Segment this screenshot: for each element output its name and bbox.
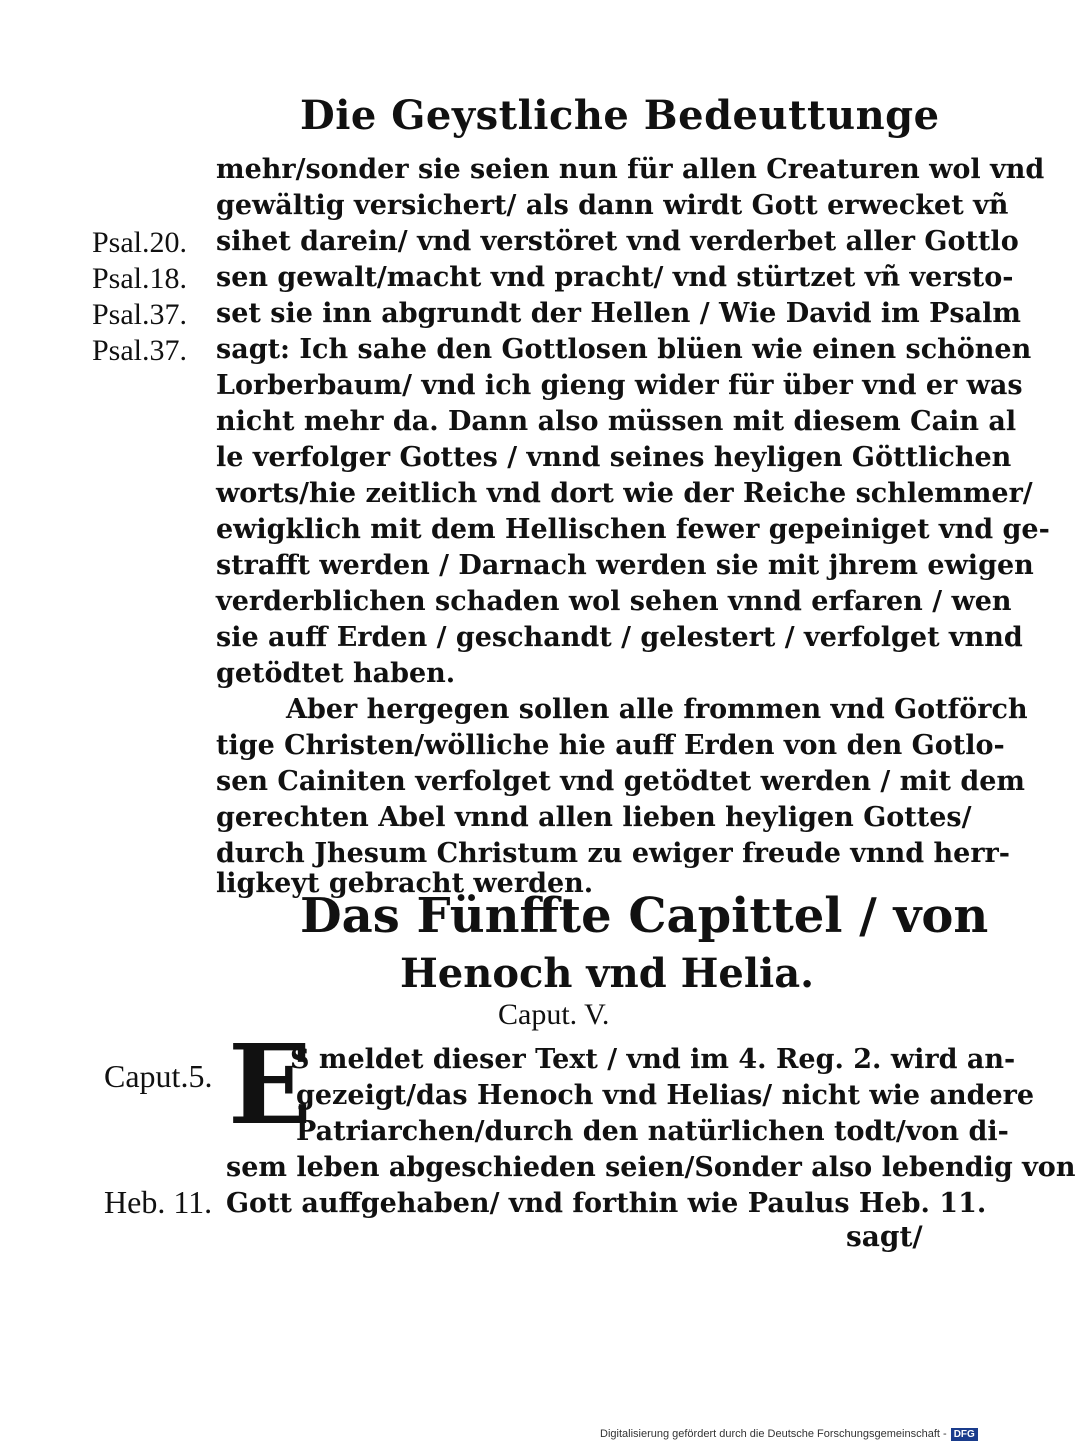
text-line: ewigklich mit dem Hellischen fewer gepeiniget vnd ge- (216, 514, 1050, 545)
text-line: mehr/sonder sie seien nun für allen Creaturen wol vnd (216, 154, 1045, 185)
text-line: Gott auffgehaben/ vnd forthin wie Paulus Heb. 11. (226, 1188, 987, 1219)
marginal-note: Psal.18. (92, 262, 188, 295)
text-line: ligkeyt gebracht werden. (216, 868, 594, 899)
text-line: tige Christen/wölliche hie auff Erden von den Gotlo- (216, 730, 1005, 761)
drop-cap: E (228, 1020, 312, 1149)
text-line: nicht mehr da. Dann also müssen mit diesem Cain al (216, 406, 1017, 437)
text-line: gezeigt/das Henoch vnd Helias/ nicht wie andere (296, 1080, 1035, 1111)
marginal-note: Psal.37. (92, 298, 188, 331)
text-line: getödtet haben. (216, 658, 456, 689)
text-line: gewältig versichert/ als dann wirdt Gott erwecket vñ (216, 190, 1009, 221)
marginal-note: Psal.37. (92, 334, 188, 367)
text-line: le verfolger Gottes / vnnd seines heyligen Göttlichen (216, 442, 1012, 473)
text-line: Aber hergegen sollen alle frommen vnd Gotförch (286, 694, 1028, 725)
running-head: Die Geystliche Bedeuttunge (300, 92, 940, 139)
text-line: Lorberbaum/ vnd ich gieng wider für über vnd er was (216, 370, 1023, 401)
text-line: strafft werden / Darnach werden sie mit jhrem ewigen (216, 550, 1034, 581)
catchword: sagt/ (846, 1220, 923, 1253)
chapter-subtitle: Henoch vnd Helia. (400, 950, 815, 997)
text-line: gerechten Abel vnnd allen lieben heyligen Gottes/ (216, 802, 972, 833)
digitization-footer (600, 1428, 998, 1446)
margin-heb: Heb. 11. (104, 1184, 213, 1220)
footer-text: Digitalisierung gefördert durch die Deutsche Forschungsgemeinschaft - (600, 1428, 947, 1440)
text-line: set sie inn abgrundt der Hellen / Wie David im Psalm (216, 298, 1021, 329)
margin-caput: Caput.5. (104, 1058, 213, 1094)
text-line: verderblichen schaden wol sehen vnnd erfaren / wen (216, 586, 1012, 617)
marginal-note: Psal.20. (92, 226, 188, 259)
chapter-number: Caput. V. (498, 998, 610, 1031)
text-line: durch Jhesum Christum zu ewiger freude vnnd herr- (216, 838, 1010, 869)
text-line: Patriarchen/durch den natürlichen todt/von di- (296, 1116, 1009, 1147)
dfg-logo: DFG (951, 1428, 978, 1441)
text-line: sen gewalt/macht vnd pracht/ vnd stürtzet vñ versto- (216, 262, 1014, 293)
chapter-title: Das Fünffte Capittel / von (300, 888, 989, 944)
text-line: sen Cainiten verfolget vnd getödtet werden / mit dem (216, 766, 1025, 797)
text-line: sagt: Ich sahe den Gottlosen blüen wie einen schönen (216, 334, 1032, 365)
text-line: sie auff Erden / geschandt / gelestert / verfolget vnnd (216, 622, 1023, 653)
text-line: sem leben abgeschieden seien/Sonder also lebendig von (226, 1152, 1075, 1183)
text-line: worts/hie zeitlich vnd dort wie der Reiche schlemmer/ (216, 478, 1033, 509)
text-line: sihet darein/ vnd verstöret vnd verderbet aller Gottlo (216, 226, 1019, 257)
text-line: S meldet dieser Text / vnd im 4. Reg. 2. wird an- (290, 1044, 1016, 1075)
